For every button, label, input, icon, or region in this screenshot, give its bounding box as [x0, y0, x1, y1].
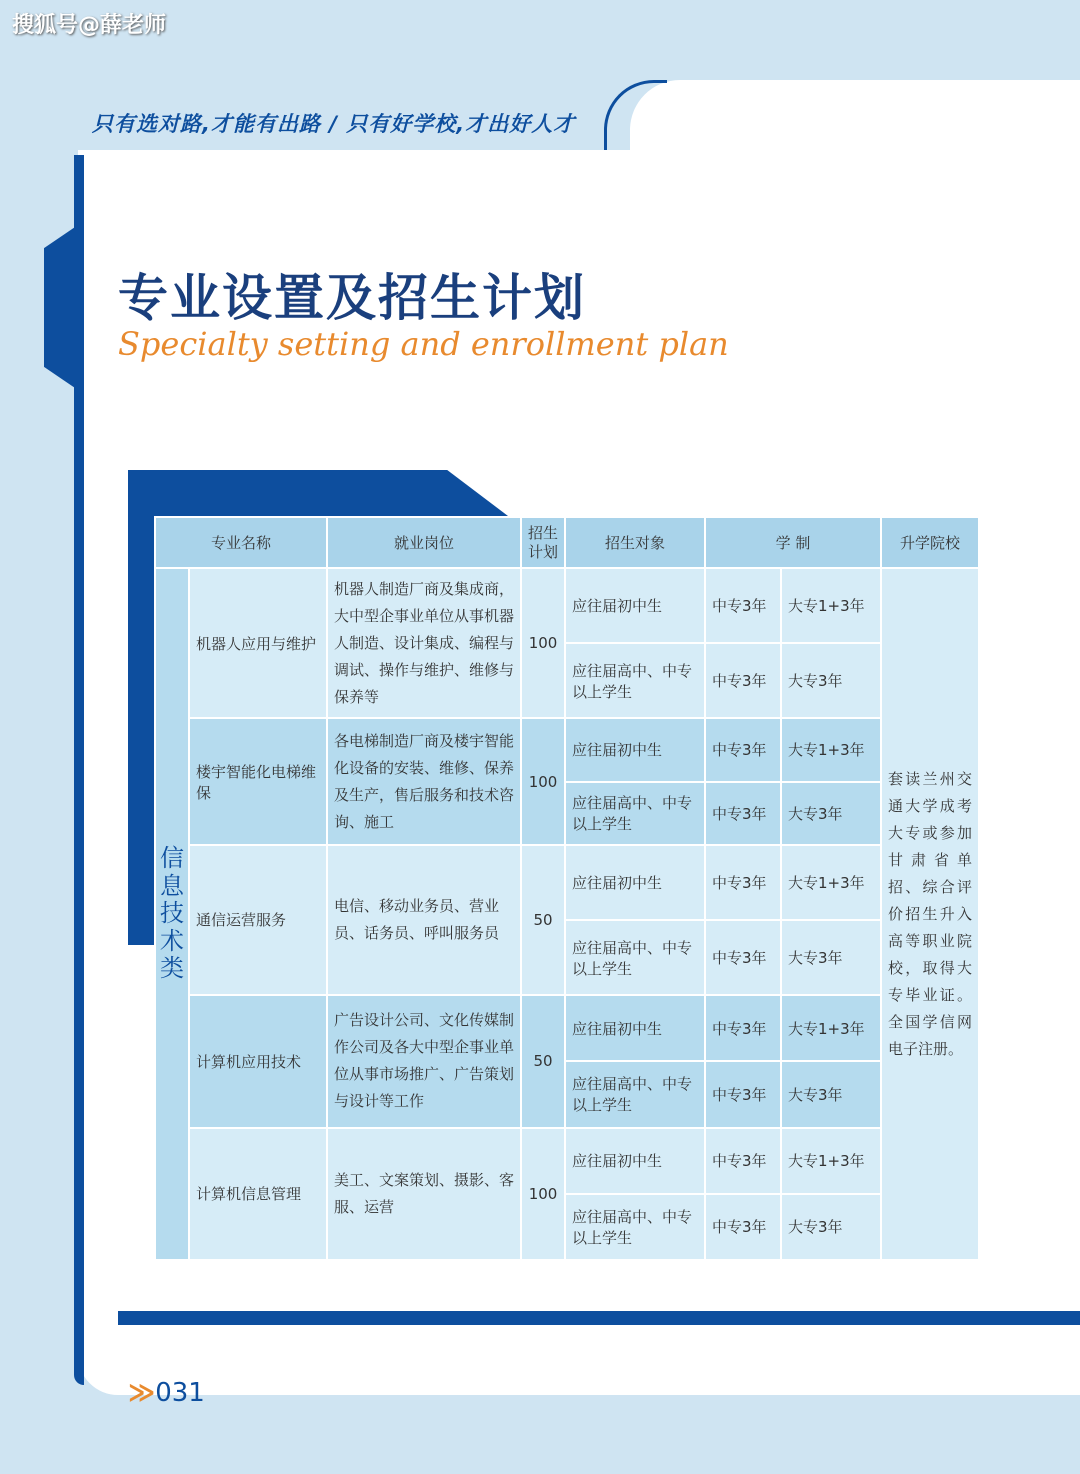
- target-cell: 应往届高中、中专以上学生: [565, 920, 705, 995]
- target-cell: 应往届初中生: [565, 568, 705, 643]
- major-plan: 50: [521, 845, 565, 995]
- duration-secondary: 中专3年: [705, 643, 781, 718]
- watermark: 搜狐号@薛老师: [12, 13, 167, 38]
- target-cell: 应往届高中、中专以上学生: [565, 1194, 705, 1260]
- major-plan: 100: [521, 568, 565, 718]
- major-name: 计算机应用技术: [189, 995, 327, 1127]
- table-frame-top-decoration: [128, 470, 508, 516]
- major-name: 机器人应用与维护: [189, 568, 327, 718]
- duration-secondary: 中专3年: [705, 920, 781, 995]
- table-row: [155, 995, 979, 1061]
- page-number-text: 031: [155, 1378, 205, 1408]
- duration-secondary: 中专3年: [705, 1061, 781, 1127]
- duration-secondary: 中专3年: [705, 845, 781, 920]
- header-plan: 招生 计划: [521, 517, 565, 568]
- duration-college: 大专1+3年: [781, 995, 881, 1061]
- side-tab-decoration: [44, 225, 78, 390]
- page-title: 专业设置及招生计划: [118, 269, 586, 327]
- duration-secondary: 中专3年: [705, 995, 781, 1061]
- major-jobs: 各电梯制造厂商及楼宇智能化设备的安装、维修、保养及生产，售后服务和技术咨询、施工: [327, 718, 521, 844]
- major-jobs: 美工、文案策划、摄影、客服、运营: [327, 1128, 521, 1260]
- major-jobs: 机器人制造厂商及集成商，大中型企事业单位从事机器人制造、设计集成、编程与调试、操作与维护、维修与保养等: [327, 568, 521, 718]
- target-cell: 应往届高中、中专以上学生: [565, 643, 705, 718]
- target-cell: 应往届初中生: [565, 995, 705, 1061]
- header-jobs: 就业岗位: [327, 517, 521, 568]
- table-row: [155, 718, 979, 781]
- slogan: 只有选对路,才能有出路 / 只有好学校,才出好人才: [92, 112, 576, 136]
- table-row: [155, 845, 979, 920]
- table-row: [155, 1128, 979, 1194]
- page-number: [128, 1378, 205, 1408]
- duration-college: 大专1+3年: [781, 1128, 881, 1194]
- duration-secondary: 中专3年: [705, 568, 781, 643]
- header-target: 招生对象: [565, 517, 705, 568]
- footer-bar: [118, 1311, 1080, 1325]
- header-white-panel: [630, 80, 1080, 152]
- major-plan: 100: [521, 718, 565, 844]
- duration-secondary: 中专3年: [705, 1194, 781, 1260]
- duration-secondary: 中专3年: [705, 718, 781, 781]
- target-cell: 应往届高中、中专以上学生: [565, 782, 705, 845]
- major-plan: 50: [521, 995, 565, 1127]
- enrollment-table: [154, 516, 980, 1261]
- target-cell: 应往届初中生: [565, 1128, 705, 1194]
- duration-college: 大专3年: [781, 643, 881, 718]
- duration-college: 大专3年: [781, 1194, 881, 1260]
- upgrade-info: 套读兰州交通大学成考大专或参加甘肃省单招、综合评价招生升入高等职业院校，取得大专毕业证。全国学信网电子注册。: [881, 568, 979, 1260]
- major-plan: 100: [521, 1128, 565, 1260]
- table-row: [155, 568, 979, 643]
- duration-college: 大专1+3年: [781, 718, 881, 781]
- category-cell: [155, 568, 189, 1260]
- duration-college: 大专3年: [781, 920, 881, 995]
- duration-college: 大专1+3年: [781, 568, 881, 643]
- duration-college: 大专3年: [781, 1061, 881, 1127]
- duration-secondary: 中专3年: [705, 1128, 781, 1194]
- category-label: 信 息 技 术 类: [160, 844, 184, 983]
- duration-secondary: 中专3年: [705, 782, 781, 845]
- major-name: 楼宇智能化电梯维保: [189, 718, 327, 844]
- table-header-row: [155, 517, 979, 568]
- page-subtitle: Specialty setting and enrollment plan: [118, 325, 729, 363]
- header-major-name: 专业名称: [155, 517, 327, 568]
- double-chevron-icon: ≫: [128, 1378, 156, 1408]
- major-name: 计算机信息管理: [189, 1128, 327, 1260]
- major-jobs: 广告设计公司、文化传媒制作公司及各大中型企事业单位从事市场推广、广告策划与设计等工作: [327, 995, 521, 1127]
- target-cell: 应往届高中、中专以上学生: [565, 1061, 705, 1127]
- target-cell: 应往届初中生: [565, 718, 705, 781]
- major-jobs: 电信、移动业务员、营业员、话务员、呼叫服务员: [327, 845, 521, 995]
- duration-college: 大专1+3年: [781, 845, 881, 920]
- header-upgrade: 升学院校: [881, 517, 979, 568]
- target-cell: 应往届初中生: [565, 845, 705, 920]
- header-duration: 学 制: [705, 517, 881, 568]
- major-name: 通信运营服务: [189, 845, 327, 995]
- duration-college: 大专3年: [781, 782, 881, 845]
